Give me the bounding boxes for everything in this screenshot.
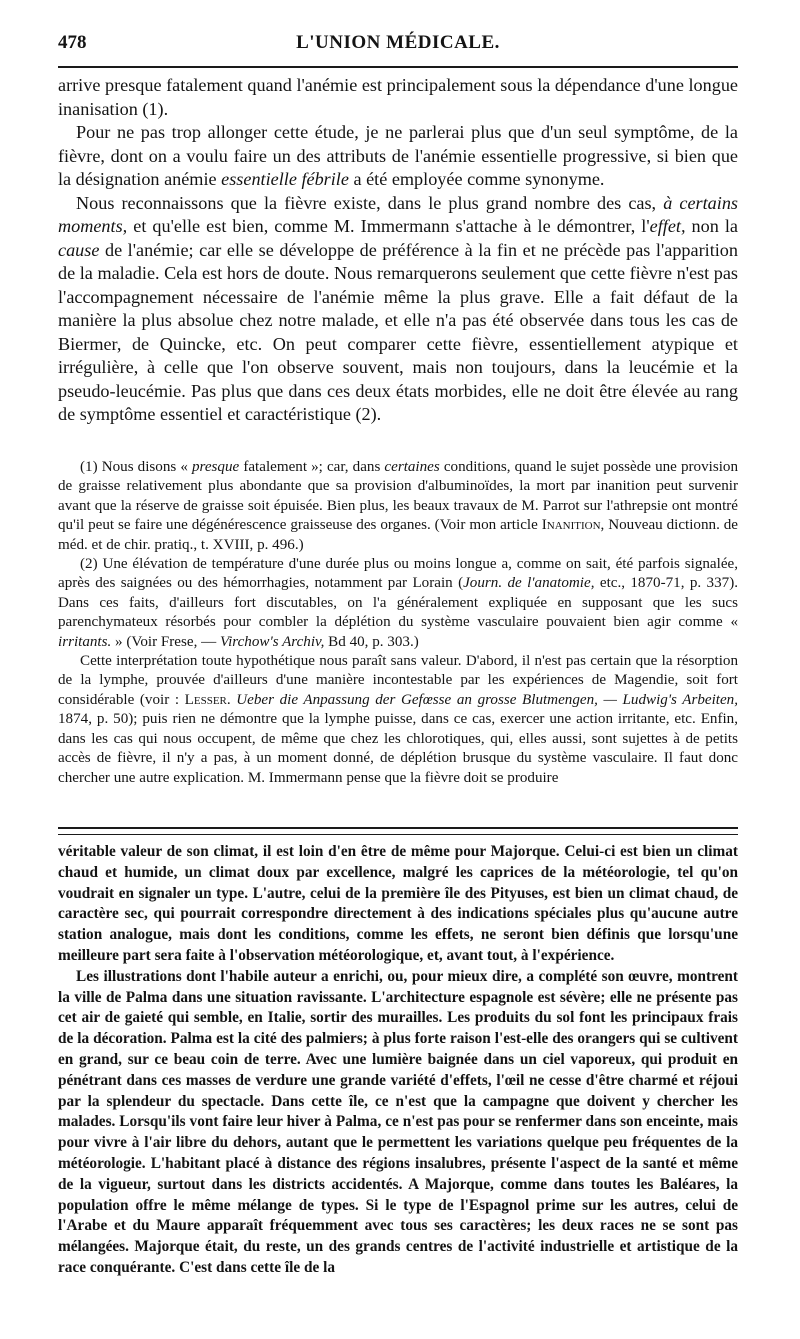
footnotes xyxy=(58,458,738,788)
feuilleton-paragraph-2: Les illustrations dont l'habile auteur a enrichi, ou, pour mieux dire, a complété son œuvre, montrent la ville de Palma dans une situation ravissante. L'architecture espagnole est sévère; elle ne présente pas cet air de gaieté qui semble, en Italie, sortir des murailles. Les produits du sol font les principaux frais de la décoration. Palma est la cité des palmiers; à plus forte raison l'est-elle des orangers qui se cultivent en grand, sur ce beau coin de terre. Avec une lumière baignée dans un ciel vaporeux, qui produit en pénétrant dans ces masses de verdure une grande variété d'effets, l'œil ne cesse d'être charmé et réjoui par la splendeur du spectacle. Dans cette île, ce n'est que la campagne que doivent y chercher les malades. Lorsqu'ils vont faire leur hiver à Palma, ce n'est pas pour se renfermer dans son enceinte, mais pour vivre à l'air libre du dehors, autant que le permettent les variations quelque peu fréquentes de la météorologie. L'habitant placé à distance des régions insalubres, présente l'aspect de la santé et même de la vigueur, surtout dans les districts accidentés. A Majorque, comme dans toutes les Baléares, la population offre le même mélange de types. Si le type de l'Espagnol prime sur les autres, celui de l'Arabe et du Maure apparaît fréquemment avec tous ses caractères; les deux races ne se sont pas mélangées. Majorque était, du reste, un des grands centres de l'activité industrielle et artistique de la race conquérante. C'est dans cette île de la xyxy=(58,967,738,1276)
paragraph-2 xyxy=(58,121,738,192)
italic-term: presque xyxy=(192,459,240,475)
text-run: » (Voir Frese, — xyxy=(111,633,220,650)
header-rule xyxy=(58,66,738,68)
italic-term: effet, xyxy=(649,216,686,236)
text-run: . xyxy=(226,691,237,708)
feuilleton-text xyxy=(58,842,738,1279)
paragraph-1: arrive presque fatalement quand l'anémie est principalement sous la dépendance d'une longue inanisation (1). xyxy=(58,75,738,119)
page-header xyxy=(58,28,738,58)
page-number: 478 xyxy=(58,32,87,53)
running-title: L'UNION MÉDICALE. xyxy=(296,32,500,53)
text-run: (1) Nous disons « xyxy=(80,459,192,475)
paragraph-3 xyxy=(58,192,738,427)
feuilleton-paragraph-1: véritable valeur de son climat, il est loin d'en être de même pour Majorque. Celui-ci est bien un climat chaud et humide, un climat doux par excellence, malgré les caprices de la météorologie, tel qu'on voudrait en signaler un type. L'autre, celui de la première île des Pityuses, est bien un climat chaud, de caractère sec, qui pourrait correspondre directement à des indications spéciales plus qu'aucune autre station analogue, mais dont les conditions, comme les effets, ne seront bien définis que lorsqu'une meilleure part sera faite à l'observation météorologique, et, avant tout, à l'expérience. xyxy=(58,843,738,964)
text-run: Pour ne pas trop allonger cette étude, je ne parlerai plus que d'un seul symptôme, de la fièvre, dont on a voulu faire un des attributs de l'anémie essentielle progressive, si bien que la désignation anémie xyxy=(58,122,738,189)
text-run: , Nouveau dictionn. de méd. et de chir. pratiq., t. XVIII, p. 496.) xyxy=(58,517,738,553)
text-run: Cette interprétation toute hypothétique nous paraît sans valeur. D'abord, il n'est pas certain que la résorption de la lymphe, prouvée d'ailleurs d'une manière incontestable par les expériences de Magendie, soit fort considérable (voir : xyxy=(58,653,738,708)
footnote-1 xyxy=(58,458,738,555)
italic-term: irritants. xyxy=(58,633,112,650)
text-run: conditions, quand le sujet possède une provision de graisse relativement plus abondante que sa provision d'albuminoïdes, la mort par inanition peut survenir avant que la réserve de graisse soit épuisée. Bien plus, les beaux travaux de M. Parrot sur l'athrepsie ont montré qu'il peut se faire une dégénérescence graisseuse des organes. (Voir mon article xyxy=(58,459,738,534)
italic-term: Journ. de l'anatomie, xyxy=(463,575,595,592)
small-caps-term: Inanition xyxy=(541,517,601,534)
section-divider xyxy=(58,827,738,835)
text-run: non la xyxy=(685,216,738,236)
text-run: 1874, p. 50); puis rien ne démontre que la lymphe puisse, dans ce cas, exercer une action irritante, etc. Enfin, dans les cas qui nous occupent, de même que chez les chlorotiques, qui, elles aussi, sont sujettes à de petits accès de fièvre, il n'y a pas, à un moment donné, de déplétion brusque du système vasculaire. Il faut donc chercher une autre explication. M. Immermann pense que la fièvre doit se produire xyxy=(58,711,738,786)
text-run: de l'anémie; car elle se développe de préférence à la fin et ne précède pas l'apparition de la maladie. Cela est hors de doute. Nous remarquerons seulement que cette fièvre n'est pas l'accompagnement nécessaire de l'anémie même la plus grave. Elle a fait défaut de la manière la plus absolue chez notre malade, et elle n'a pas été observée dans tous les cas de Biermer, de Quincke, etc. On peut comparer cette fièvre, essentiellement atypique et irrégulière, à celle que l'on observe souvent, mais non toujours, dans la leucémie et la pseudo-leucémie. Pas plus que dans ces deux états morbides, elle ne doit être élevée au rang de symptôme essentiel et caractéristique (2). xyxy=(58,239,738,424)
footnote-3 xyxy=(58,652,738,788)
text-run: Nous reconnaissons que la fièvre existe, dans le plus grand nombre des cas, xyxy=(76,192,664,213)
italic-term: Virchow's Archiv, xyxy=(220,633,325,650)
italic-term: Ueber die Anpassung der Gefœsse an grosse Blutmengen, — Ludwig's Arbeiten, xyxy=(236,691,739,708)
text-run: Bd 40, p. 303.) xyxy=(324,633,419,650)
small-caps-term: Lesser xyxy=(184,691,227,708)
text-run: et qu'elle est bien, comme M. Immermann s'attache à le démontrer, l' xyxy=(127,216,650,236)
text-run: (2) Une élévation de température d'une durée plus ou moins longue a, comme on sait, été parfois signalée, après des saignées ou des hémorrhagies, notamment par Lorain ( xyxy=(58,556,738,592)
italic-term: cause xyxy=(58,239,100,260)
italic-term: à certains moments, xyxy=(58,192,738,236)
text-run: a été employée comme synonyme. xyxy=(348,169,605,189)
italic-term: certaines xyxy=(384,459,440,475)
text-run: etc., 1870-71, p. 337). Dans ces faits, d'ailleurs fort discutables, on l'a généralement expliquée en supposant que les sucs parenchymateux résorbés pour combler la déplétion du système vasculaire pouvaient bien agir comme « xyxy=(58,575,738,631)
footnote-2 xyxy=(58,555,738,652)
text-run: fatalement »; car, dans xyxy=(239,459,385,475)
italic-term: essentielle fébrile xyxy=(221,169,349,189)
main-text xyxy=(58,74,738,427)
